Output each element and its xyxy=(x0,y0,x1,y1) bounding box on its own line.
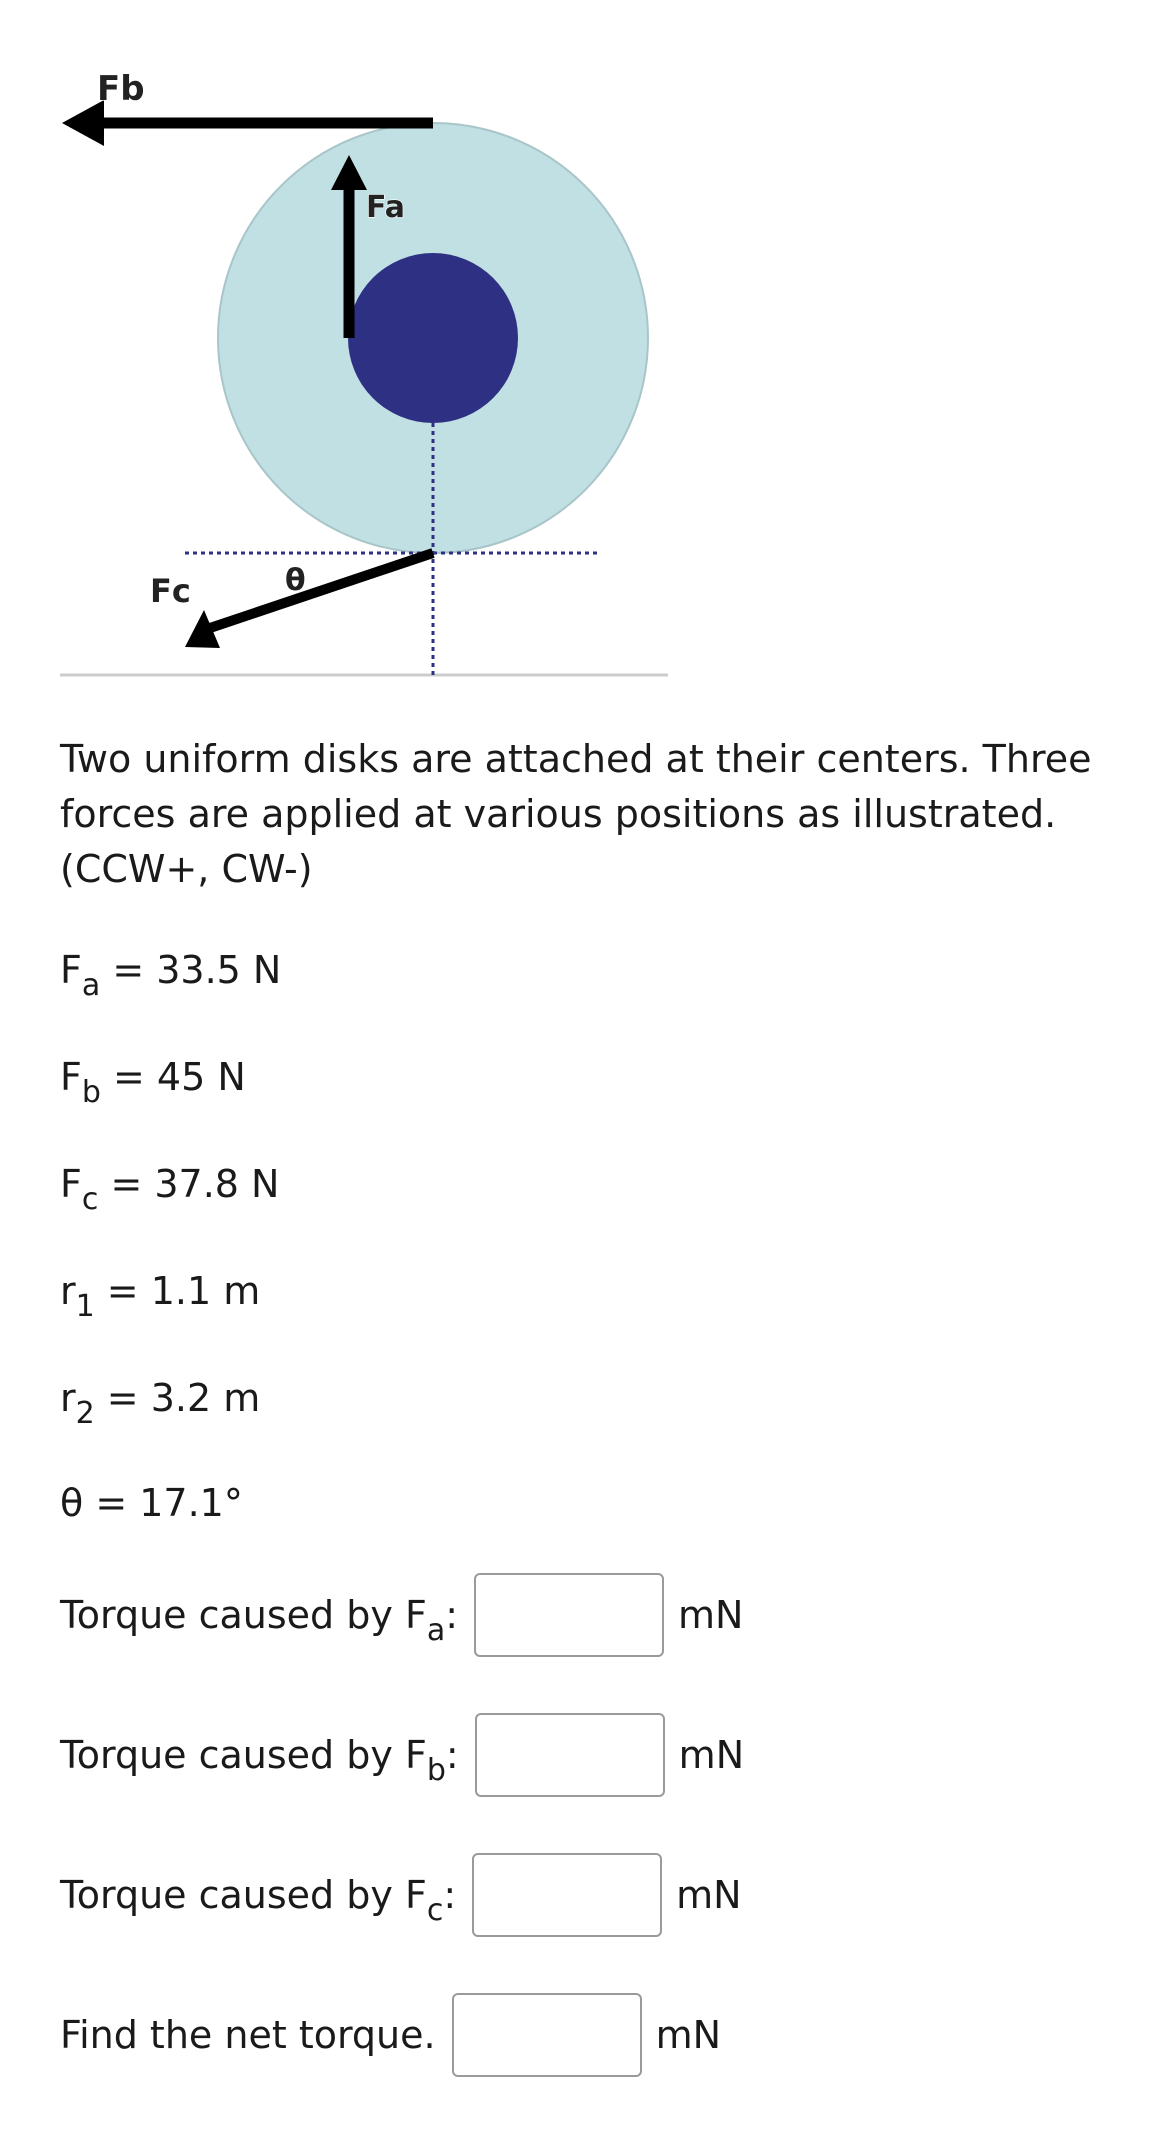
answer-row-net-torque xyxy=(60,1990,721,2080)
torque-fb-input[interactable] xyxy=(475,1713,665,1797)
inner-disk xyxy=(348,253,518,423)
given-theta: θ = 17.1° xyxy=(60,1481,243,1525)
torque-fa-input[interactable] xyxy=(474,1573,664,1657)
problem-statement: Two uniform disks are attached at their centers. Three forces are applied at various positions as illustrated. (CCW+, CW-) xyxy=(60,737,1092,891)
label-fc: Fc xyxy=(150,572,191,610)
answer-row-torque-fa xyxy=(60,1570,743,1660)
label-theta: θ xyxy=(285,563,306,598)
torque-fc-unit: mN xyxy=(676,1873,742,1917)
net-torque-input[interactable] xyxy=(452,1993,642,2077)
torque-fc-input[interactable] xyxy=(472,1853,662,1937)
disk-force-diagram xyxy=(0,0,1170,700)
given-r2: $r_2 = 3.2$ m xyxy=(60,1376,261,1431)
torque-fb-label: Torque caused by $F_b$: xyxy=(60,1733,459,1788)
torque-fa-label: Torque caused by $F_a$: xyxy=(60,1593,459,1648)
net-torque-label: Find the net torque. xyxy=(60,2013,436,2057)
torque-fb-unit: mN xyxy=(678,1733,745,1777)
label-fa: Fa xyxy=(366,190,405,225)
torque-fa-unit: mN xyxy=(678,1593,744,1637)
force-c-arrow xyxy=(185,553,433,648)
net-torque-unit: mN xyxy=(655,2013,722,2057)
torque-fc-label: Torque caused by $F_c$: xyxy=(60,1873,457,1928)
answer-row-torque-fc xyxy=(60,1850,742,1940)
given-r1: $r_1 = 1.1$ m xyxy=(60,1269,261,1324)
given-fb: $F_b = 45$ N xyxy=(60,1055,246,1110)
answer-row-torque-fb xyxy=(60,1710,744,1800)
given-fc: $F_c = 37.8$ N xyxy=(60,1162,280,1217)
label-fb: Fb xyxy=(97,69,145,109)
given-fa: $F_a = 33.5$ N xyxy=(60,948,282,1003)
